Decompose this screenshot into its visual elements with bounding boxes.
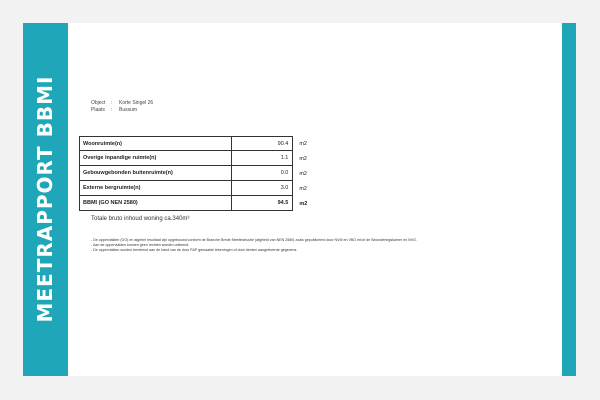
object-info <box>91 100 153 114</box>
row-unit: m2 <box>299 140 307 147</box>
total-volume-text: Totale bruto inhoud woning ca.340m³ <box>91 216 190 222</box>
row-label: Gebouwgebonden buitenruimte(n) <box>79 166 231 181</box>
plaats-key: Plaats <box>91 107 105 113</box>
total-row <box>79 196 319 211</box>
row-label: Externe bergruimte(n) <box>79 181 231 196</box>
object-value: Korte Singel 26 <box>119 100 154 106</box>
table-row <box>79 151 319 166</box>
plaats-row <box>91 107 153 114</box>
footnote: - De oppervlakten worden berekend aan de hand van de door P&P gemaakte tekeningen of door derden aangeleverde gegevens. <box>91 248 298 252</box>
total-label: BBMI (GO NEN 2580) <box>79 196 231 211</box>
table-row <box>79 136 319 151</box>
table-row <box>79 166 319 181</box>
right-accent-band <box>562 23 576 376</box>
row-unit: m2 <box>299 185 307 192</box>
area-table <box>79 136 319 211</box>
row-unit: m2 <box>299 170 307 177</box>
object-row <box>91 100 153 107</box>
row-value: 3.0 <box>231 181 293 196</box>
total-unit: m2 <box>299 200 308 207</box>
report-page <box>23 23 576 376</box>
footnotes <box>91 238 561 253</box>
total-value: 94.5 <box>231 196 293 211</box>
row-unit: m2 <box>299 155 307 162</box>
colon: : <box>111 107 113 113</box>
row-value: 1.1 <box>231 151 293 166</box>
colon: : <box>111 100 113 106</box>
footnote: - De oppervlakten (GO) en algehel resultaat zijn opgebouwd conform de Branche Brede Meetinstructie (afgeleid van NEN 2580) zoals gepubliceerd door NVM en VBO en/of de Woonderingskamer en NVG. <box>91 238 417 242</box>
footnote: - Aan de oppervlakten kunnen geen rechten worden ontleend. <box>91 243 190 247</box>
report-title: MEETRAPPORT BBMI <box>33 75 57 323</box>
row-label: Woonruimte(n) <box>79 136 231 151</box>
sidebar-band <box>23 23 68 376</box>
row-value: 90.4 <box>231 136 293 151</box>
object-key: Object <box>91 100 106 106</box>
table-row <box>79 181 319 196</box>
row-value: 0.0 <box>231 166 293 181</box>
plaats-value: Bussum <box>119 107 138 113</box>
row-label: Overige inpandige ruimte(n) <box>79 151 231 166</box>
